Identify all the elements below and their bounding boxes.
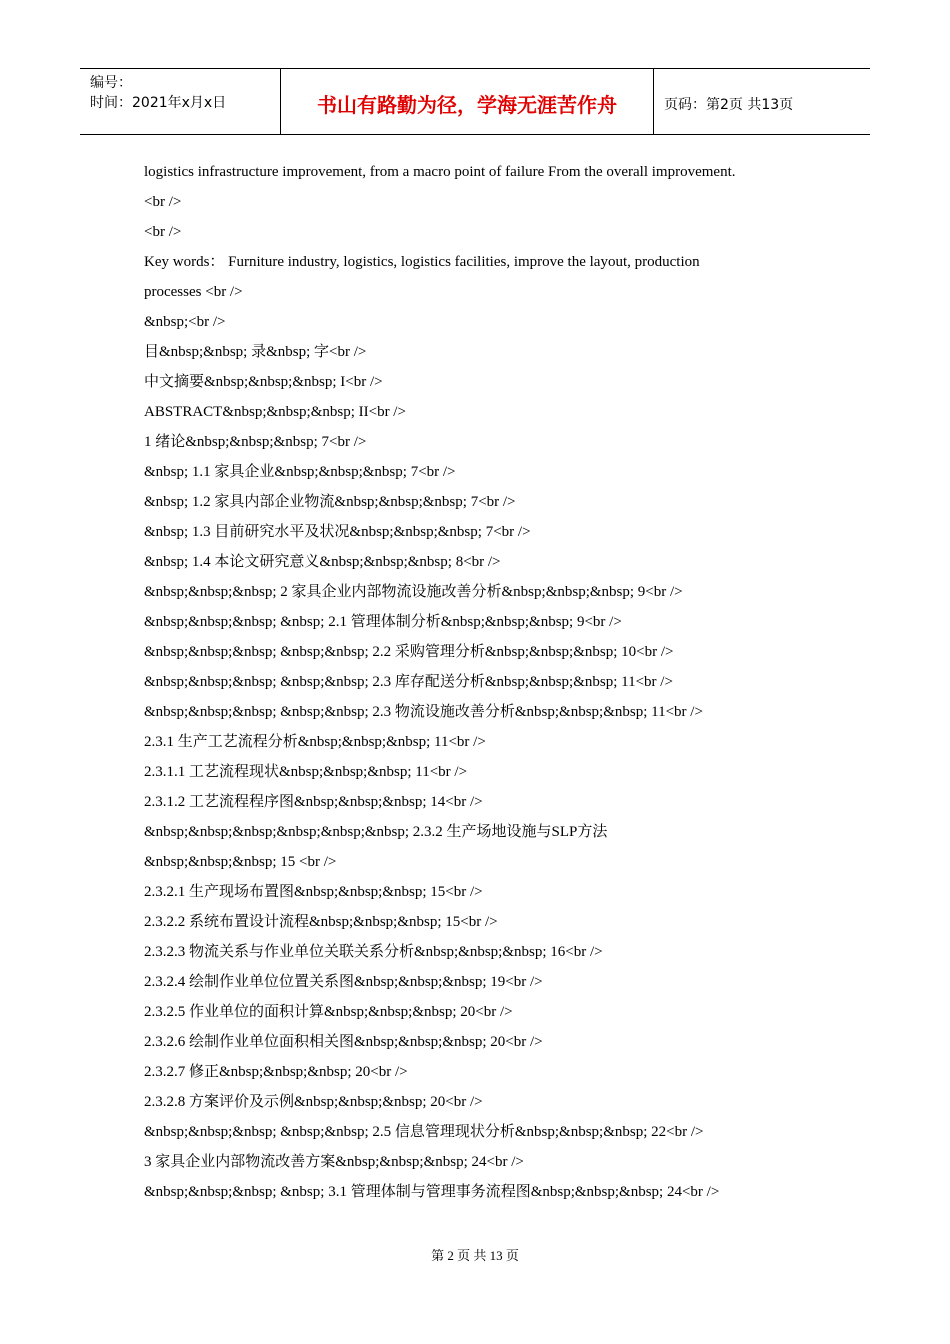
- document-date: 时间：2021年x月x日: [90, 95, 227, 111]
- text-line: &nbsp;&nbsp;&nbsp; &nbsp; 2.1 管理体制分析&nbsp;&nbsp;&nbsp; 9<br />: [144, 614, 622, 630]
- text-line: 目&nbsp;&nbsp; 录&nbsp; 字<br />: [144, 344, 367, 360]
- text-line: 2.3.2.6 绘制作业单位面积相关图&nbsp;&nbsp;&nbsp; 20<br />: [144, 1034, 543, 1050]
- text-line: ABSTRACT&nbsp;&nbsp;&nbsp; II<br />: [144, 404, 406, 420]
- text-line: 1 绪论&nbsp;&nbsp;&nbsp; 7<br />: [144, 434, 367, 450]
- text-line: &nbsp;&nbsp;&nbsp; 2 家具企业内部物流设施改善分析&nbsp;&nbsp;&nbsp; 9<br />: [144, 584, 683, 600]
- document-body: [144, 157, 824, 1207]
- text-line: logistics infrastructure improvement, from a macro point of failure From the overall improvement.: [144, 164, 736, 180]
- text-line: 2.3.2.2 系统布置设计流程&nbsp;&nbsp;&nbsp; 15<br />: [144, 914, 498, 930]
- text-line: 2.3.2.1 生产现场布置图&nbsp;&nbsp;&nbsp; 15<br />: [144, 884, 483, 900]
- text-line: 2.3.2.8 方案评价及示例&nbsp;&nbsp;&nbsp; 20<br />: [144, 1094, 483, 1110]
- text-line: 2.3.1.2 工艺流程程序图&nbsp;&nbsp;&nbsp; 14<br />: [144, 794, 483, 810]
- text-line: 3 家具企业内部物流改善方案&nbsp;&nbsp;&nbsp; 24<br />: [144, 1154, 524, 1170]
- page-footer: 第 2 页 共 13 页: [431, 1248, 519, 1263]
- page-header: [80, 68, 870, 135]
- text-line: &nbsp;&nbsp;&nbsp; &nbsp;&nbsp; 2.3 库存配送分析&nbsp;&nbsp;&nbsp; 11<br />: [144, 674, 673, 690]
- text-line: &nbsp;&nbsp;&nbsp; &nbsp;&nbsp; 2.2 采购管理分析&nbsp;&nbsp;&nbsp; 10<br />: [144, 644, 674, 660]
- text-line: &nbsp;&nbsp;&nbsp; &nbsp; 3.1 管理体制与管理事务流程图&nbsp;&nbsp;&nbsp; 24<br />: [144, 1184, 720, 1200]
- text-line: <br />: [144, 194, 182, 210]
- text-line: processes <br />: [144, 284, 243, 300]
- text-line: 2.3.2.5 作业单位的面积计算&nbsp;&nbsp;&nbsp; 20<br />: [144, 1004, 513, 1020]
- text-line: &nbsp;&nbsp;&nbsp;&nbsp;&nbsp;&nbsp; 2.3.2 生产场地设施与SLP方法: [144, 824, 608, 840]
- text-line: &nbsp;&nbsp;&nbsp; &nbsp;&nbsp; 2.3 物流设施改善分析&nbsp;&nbsp;&nbsp; 11<br />: [144, 704, 703, 720]
- text-line: 2.3.2.4 绘制作业单位位置关系图&nbsp;&nbsp;&nbsp; 19<br />: [144, 974, 543, 990]
- text-line: 2.3.1 生产工艺流程分析&nbsp;&nbsp;&nbsp; 11<br />: [144, 734, 486, 750]
- text-line: 2.3.1.1 工艺流程现状&nbsp;&nbsp;&nbsp; 11<br />: [144, 764, 468, 780]
- text-line: 2.3.2.7 修正&nbsp;&nbsp;&nbsp; 20<br />: [144, 1064, 408, 1080]
- text-line: &nbsp; 1.3 目前研究水平及状况&nbsp;&nbsp;&nbsp; 7<br />: [144, 524, 531, 540]
- text-line: <br />: [144, 224, 182, 240]
- text-line: 2.3.2.3 物流关系与作业单位关联关系分析&nbsp;&nbsp;&nbsp; 16<br />: [144, 944, 603, 960]
- header-page-info: 页码：第2页 共13页: [664, 96, 794, 113]
- text-line: &nbsp; 1.2 家具内部企业物流&nbsp;&nbsp;&nbsp; 7<br />: [144, 494, 516, 510]
- text-line: 中文摘要&nbsp;&nbsp;&nbsp; I<br />: [144, 374, 383, 390]
- document-number: 编号：: [90, 75, 132, 91]
- text-line: &nbsp; 1.1 家具企业&nbsp;&nbsp;&nbsp; 7<br />: [144, 464, 456, 480]
- header-meta: [80, 69, 281, 134]
- text-line: &nbsp; 1.4 本论文研究意义&nbsp;&nbsp;&nbsp; 8<br />: [144, 554, 501, 570]
- text-line: &nbsp;&nbsp;&nbsp; &nbsp;&nbsp; 2.5 信息管理现状分析&nbsp;&nbsp;&nbsp; 22<br />: [144, 1124, 704, 1140]
- header-motto: 书山有路勤为径，学海无涯苦作舟: [281, 69, 654, 134]
- text-line: &nbsp;<br />: [144, 314, 226, 330]
- text-line: Key words： Furniture industry, logistics, logistics facilities, improve the layout, production: [144, 254, 700, 270]
- text-line: &nbsp;&nbsp;&nbsp; 15 <br />: [144, 854, 337, 870]
